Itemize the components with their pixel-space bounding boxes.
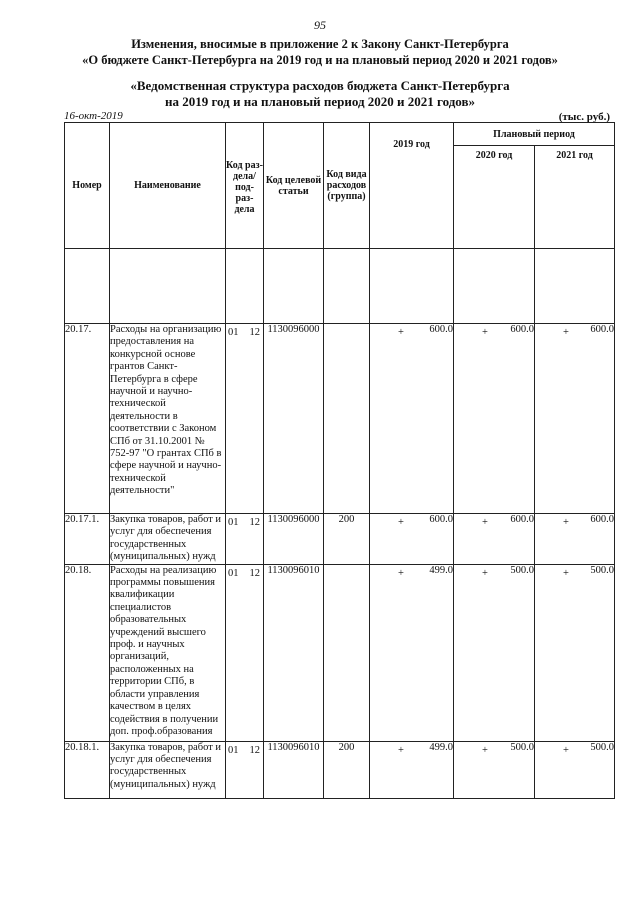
table-row xyxy=(65,324,615,514)
row-2019 xyxy=(370,741,454,798)
row-2021 xyxy=(535,564,615,741)
row-2019 xyxy=(370,324,454,514)
row-2019 xyxy=(370,564,454,741)
row-celevaya: 1130096000 xyxy=(264,324,324,514)
title-line-1: Изменения, вносимые в приложение 2 к Закону Санкт-Петербурга xyxy=(131,37,509,51)
header-razdel: Код раз- дела/ под- раз- дела xyxy=(226,123,264,249)
document-subtitle xyxy=(0,78,640,110)
razdel-code: 01 xyxy=(228,327,239,338)
subtitle-line-2: на 2019 год и на плановый период 2020 и 2021 годов» xyxy=(164,94,475,109)
amount-2021: 500.0 xyxy=(590,741,615,753)
row-2020 xyxy=(454,324,535,514)
amount-2019: 600.0 xyxy=(429,324,453,335)
row-vid xyxy=(324,564,370,741)
plus-sign: + xyxy=(482,517,488,528)
table-row xyxy=(65,741,615,798)
row-razdel xyxy=(226,741,264,798)
plus-sign: + xyxy=(398,327,404,338)
row-razdel xyxy=(226,514,264,565)
header-number: Номер xyxy=(65,123,110,249)
title-line-2: «О бюджете Санкт-Петербурга на 2019 год и на плановый период 2020 и 2021 годов» xyxy=(82,53,558,67)
header-2021: 2021 год xyxy=(535,146,615,249)
amount-2020: 500.0 xyxy=(510,564,534,576)
row-number: 20.18.1. xyxy=(65,741,110,798)
row-name: Расходы на реализацию программы повышения квалификации специалистов образовательных учреждений высшего проф. и научных организаций, расположенных на территории СПб, в области управления качеством в целях содействия в получении доп. проф.образования xyxy=(110,564,226,741)
table-row xyxy=(65,514,615,565)
plus-sign: + xyxy=(563,744,569,756)
row-vid: 200 xyxy=(324,514,370,565)
amount-2019: 499.0 xyxy=(429,564,453,576)
budget-table xyxy=(64,122,615,799)
header-2020: 2020 год xyxy=(454,146,535,249)
amount-2021: 500.0 xyxy=(590,564,615,576)
row-razdel xyxy=(226,564,264,741)
page-number: 95 xyxy=(314,18,326,32)
row-2021 xyxy=(535,741,615,798)
header-2019: 2019 год xyxy=(370,123,454,249)
header-spacer-row xyxy=(65,249,615,324)
podrazdel-code: 12 xyxy=(249,517,260,528)
document-date: 16-окт-2019 xyxy=(64,110,123,122)
row-2020 xyxy=(454,514,535,565)
plus-sign: + xyxy=(482,744,488,756)
amount-2020: 600.0 xyxy=(510,324,534,335)
podrazdel-code: 12 xyxy=(249,567,260,579)
plus-sign: + xyxy=(398,567,404,579)
razdel-code: 01 xyxy=(228,517,239,528)
header-celevaya: Код целевой статьи xyxy=(264,123,324,249)
row-2020 xyxy=(454,564,535,741)
row-2021 xyxy=(535,324,615,514)
document-title xyxy=(0,36,640,68)
amount-2019: 499.0 xyxy=(429,741,453,753)
amount-2020: 500.0 xyxy=(510,741,534,753)
plus-sign: + xyxy=(563,517,569,528)
row-razdel xyxy=(226,324,264,514)
row-name: Закупка товаров, работ и услуг для обеспечения государственных (муниципальных) нужд xyxy=(110,741,226,798)
razdel-code: 01 xyxy=(228,744,239,756)
amount-2020: 600.0 xyxy=(510,514,534,525)
amount-2019: 600.0 xyxy=(429,514,453,525)
plus-sign: + xyxy=(398,517,404,528)
podrazdel-code: 12 xyxy=(249,327,260,338)
row-vid: 200 xyxy=(324,741,370,798)
row-celevaya: 1130096000 xyxy=(264,514,324,565)
amount-2021: 600.0 xyxy=(590,324,615,335)
row-celevaya: 1130096010 xyxy=(264,741,324,798)
row-2020 xyxy=(454,741,535,798)
podrazdel-code: 12 xyxy=(249,744,260,756)
row-name: Закупка товаров, работ и услуг для обеспечения государственных (муниципальных) нужд xyxy=(110,514,226,565)
header-name: Наименование xyxy=(110,123,226,249)
plus-sign: + xyxy=(398,744,404,756)
row-2019 xyxy=(370,514,454,565)
row-number: 20.17.1. xyxy=(65,514,110,565)
header-planned-period: Плановый период xyxy=(454,123,615,146)
razdel-code: 01 xyxy=(228,567,239,579)
row-celevaya: 1130096010 xyxy=(264,564,324,741)
amount-2021: 600.0 xyxy=(590,514,615,525)
plus-sign: + xyxy=(482,567,488,579)
row-vid xyxy=(324,324,370,514)
row-2021 xyxy=(535,514,615,565)
plus-sign: + xyxy=(563,327,569,338)
subtitle-line-1: «Ведомственная структура расходов бюджета Санкт-Петербурга xyxy=(130,78,510,93)
header-vid: Код вида расходов (группа) xyxy=(324,123,370,249)
plus-sign: + xyxy=(563,567,569,579)
row-name: Расходы на организацию предоставления на конкурсной основе грантов Санкт-Петербурга в сфере научной и научно-технической деятельности в соответствии с Законом СПб от 31.10.2001 № 752-97 "О грантах СПб в сфере научной и научно-технической деятельности" xyxy=(110,324,226,514)
row-number: 20.17. xyxy=(65,324,110,514)
plus-sign: + xyxy=(482,327,488,338)
row-number: 20.18. xyxy=(65,564,110,741)
units-label: (тыс. руб.) xyxy=(558,111,610,123)
table-row xyxy=(65,564,615,741)
